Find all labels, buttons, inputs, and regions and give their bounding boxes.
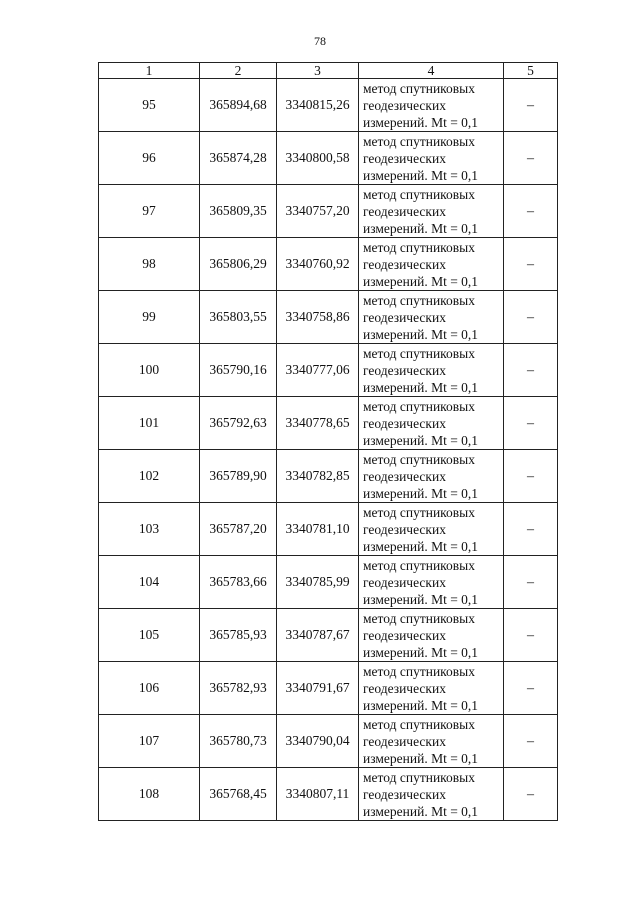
page-number: 78 — [314, 34, 326, 48]
note-cell — [504, 397, 558, 450]
method-line: метод спутниковых — [363, 504, 475, 520]
method-line: метод спутниковых — [363, 239, 475, 255]
method-line: метод спутниковых — [363, 557, 475, 573]
method-line: геодезических — [363, 415, 446, 431]
point-number-cell: 104 — [99, 556, 200, 609]
x-coordinate-cell: 365790,16 — [200, 344, 277, 397]
x-coordinate-cell: 365874,28 — [200, 132, 277, 185]
method-cell — [359, 291, 504, 344]
y-coordinate-cell: 3340807,11 — [277, 768, 359, 821]
y-coordinate-cell: 3340778,65 — [277, 397, 359, 450]
y-coordinate-cell: 3340791,67 — [277, 662, 359, 715]
note-cell — [504, 503, 558, 556]
method-cell — [359, 556, 504, 609]
point-number-cell: 101 — [99, 397, 200, 450]
note-dash: – — [527, 680, 534, 696]
x-coordinate-cell: 365768,45 — [200, 768, 277, 821]
y-coordinate-cell: 3340760,92 — [277, 238, 359, 291]
note-dash: – — [527, 521, 534, 537]
note-dash: – — [527, 97, 534, 113]
y-coordinate-cell: 3340777,06 — [277, 344, 359, 397]
method-line: измерений. Mt = 0,1 — [363, 485, 479, 501]
method-line: геодезических — [363, 574, 446, 590]
method-line: геодезических — [363, 786, 446, 802]
note-dash: – — [527, 362, 534, 378]
note-cell — [504, 609, 558, 662]
table-header-row — [99, 63, 558, 79]
header-cell-note: 5 — [504, 63, 558, 79]
x-coordinate-cell: 365782,93 — [200, 662, 277, 715]
table-row — [99, 79, 558, 132]
header-cell-method: 4 — [359, 63, 504, 79]
table-row — [99, 503, 558, 556]
y-coordinate-cell: 3340790,04 — [277, 715, 359, 768]
method-line: измерений. Mt = 0,1 — [363, 273, 479, 289]
method-line: измерений. Mt = 0,1 — [363, 644, 479, 660]
point-number-cell: 106 — [99, 662, 200, 715]
table-row — [99, 291, 558, 344]
table-row — [99, 238, 558, 291]
note-dash: – — [527, 786, 534, 802]
method-line: измерений. Mt = 0,1 — [363, 803, 479, 819]
y-coordinate-cell: 3340758,86 — [277, 291, 359, 344]
y-coordinate-cell: 3340781,10 — [277, 503, 359, 556]
coordinates-table — [98, 62, 558, 821]
method-cell — [359, 132, 504, 185]
note-dash: – — [527, 468, 534, 484]
method-line: метод спутниковых — [363, 663, 475, 679]
method-cell — [359, 238, 504, 291]
method-cell — [359, 344, 504, 397]
y-coordinate-cell: 3340757,20 — [277, 185, 359, 238]
note-dash: – — [527, 415, 534, 431]
table-body — [99, 63, 558, 821]
method-line: метод спутниковых — [363, 292, 475, 308]
table-row — [99, 132, 558, 185]
method-line: метод спутниковых — [363, 716, 475, 732]
x-coordinate-cell: 365780,73 — [200, 715, 277, 768]
x-coordinate-cell: 365809,35 — [200, 185, 277, 238]
method-line: измерений. Mt = 0,1 — [363, 750, 479, 766]
point-number-cell: 99 — [99, 291, 200, 344]
method-line: измерений. Mt = 0,1 — [363, 697, 479, 713]
method-line: геодезических — [363, 468, 446, 484]
table-row — [99, 556, 558, 609]
x-coordinate-cell: 365894,68 — [200, 79, 277, 132]
point-number-cell: 100 — [99, 344, 200, 397]
table-row — [99, 715, 558, 768]
method-line: метод спутниковых — [363, 186, 475, 202]
x-coordinate-cell: 365789,90 — [200, 450, 277, 503]
x-coordinate-cell: 365792,63 — [200, 397, 277, 450]
method-cell — [359, 185, 504, 238]
method-cell — [359, 715, 504, 768]
method-line: геодезических — [363, 97, 446, 113]
note-cell — [504, 768, 558, 821]
method-line: метод спутниковых — [363, 451, 475, 467]
x-coordinate-cell: 365806,29 — [200, 238, 277, 291]
note-cell — [504, 132, 558, 185]
note-cell — [504, 291, 558, 344]
method-line: метод спутниковых — [363, 398, 475, 414]
point-number-cell: 102 — [99, 450, 200, 503]
method-line: геодезических — [363, 733, 446, 749]
method-line: измерений. Mt = 0,1 — [363, 326, 479, 342]
method-line: метод спутниковых — [363, 133, 475, 149]
method-line: измерений. Mt = 0,1 — [363, 538, 479, 554]
method-cell — [359, 609, 504, 662]
method-line: метод спутниковых — [363, 80, 475, 96]
note-cell — [504, 185, 558, 238]
table-row — [99, 768, 558, 821]
method-line: метод спутниковых — [363, 769, 475, 785]
method-line: геодезических — [363, 150, 446, 166]
x-coordinate-cell: 365803,55 — [200, 291, 277, 344]
method-line: измерений. Mt = 0,1 — [363, 220, 479, 236]
method-cell — [359, 503, 504, 556]
method-cell — [359, 79, 504, 132]
note-cell — [504, 556, 558, 609]
note-cell — [504, 344, 558, 397]
point-number-cell: 98 — [99, 238, 200, 291]
note-dash: – — [527, 574, 534, 590]
y-coordinate-cell: 3340785,99 — [277, 556, 359, 609]
y-coordinate-cell: 3340782,85 — [277, 450, 359, 503]
note-cell — [504, 450, 558, 503]
method-line: метод спутниковых — [363, 610, 475, 626]
note-cell — [504, 662, 558, 715]
method-cell — [359, 662, 504, 715]
table-row — [99, 662, 558, 715]
header-cell-number: 1 — [99, 63, 200, 79]
header-cell-y: 3 — [277, 63, 359, 79]
x-coordinate-cell: 365783,66 — [200, 556, 277, 609]
point-number-cell: 97 — [99, 185, 200, 238]
y-coordinate-cell: 3340800,58 — [277, 132, 359, 185]
y-coordinate-cell: 3340815,26 — [277, 79, 359, 132]
method-line: геодезических — [363, 362, 446, 378]
point-number-cell: 103 — [99, 503, 200, 556]
note-dash: – — [527, 256, 534, 272]
point-number-cell: 105 — [99, 609, 200, 662]
method-cell — [359, 768, 504, 821]
table-row — [99, 344, 558, 397]
method-line: геодезических — [363, 627, 446, 643]
header-cell-x: 2 — [200, 63, 277, 79]
note-dash: – — [527, 150, 534, 166]
method-line: геодезических — [363, 521, 446, 537]
table-row — [99, 450, 558, 503]
method-line: измерений. Mt = 0,1 — [363, 167, 479, 183]
point-number-cell: 96 — [99, 132, 200, 185]
point-number-cell: 95 — [99, 79, 200, 132]
note-dash: – — [527, 733, 534, 749]
point-number-cell: 108 — [99, 768, 200, 821]
note-cell — [504, 238, 558, 291]
method-line: геодезических — [363, 680, 446, 696]
y-coordinate-cell: 3340787,67 — [277, 609, 359, 662]
x-coordinate-cell: 365785,93 — [200, 609, 277, 662]
table-row — [99, 397, 558, 450]
method-cell — [359, 397, 504, 450]
method-line: измерений. Mt = 0,1 — [363, 591, 479, 607]
point-number-cell: 107 — [99, 715, 200, 768]
method-line: измерений. Mt = 0,1 — [363, 114, 479, 130]
note-cell — [504, 79, 558, 132]
note-dash: – — [527, 203, 534, 219]
x-coordinate-cell: 365787,20 — [200, 503, 277, 556]
method-line: геодезических — [363, 256, 446, 272]
table-row — [99, 185, 558, 238]
method-line: измерений. Mt = 0,1 — [363, 432, 479, 448]
method-line: геодезических — [363, 203, 446, 219]
note-dash: – — [527, 309, 534, 325]
method-line: измерений. Mt = 0,1 — [363, 379, 479, 395]
method-line: геодезических — [363, 309, 446, 325]
method-line: метод спутниковых — [363, 345, 475, 361]
method-cell — [359, 450, 504, 503]
note-dash: – — [527, 627, 534, 643]
note-cell — [504, 715, 558, 768]
table-row — [99, 609, 558, 662]
